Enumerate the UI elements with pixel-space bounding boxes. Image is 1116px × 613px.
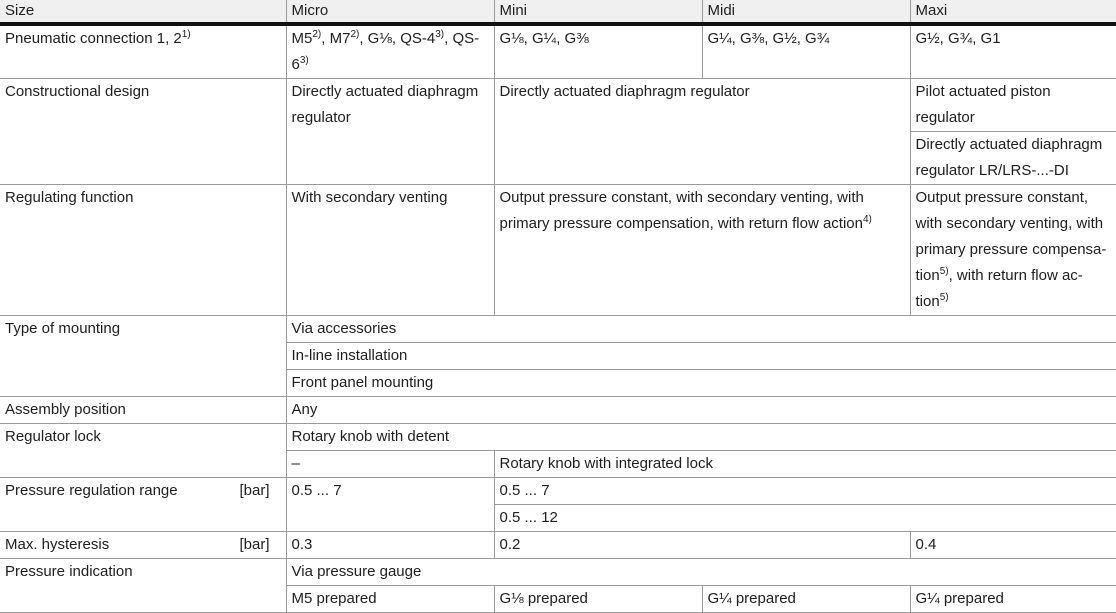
pneumatic-mini: G⅛, G¼, G⅜ xyxy=(494,24,702,79)
row-pressure-range xyxy=(0,478,1116,505)
row-pneumatic-connection xyxy=(0,24,1116,79)
indication-midi: G¼ prepared xyxy=(702,586,910,613)
lock-all: Rotary knob with detent xyxy=(286,424,1116,451)
hysteresis-micro: 0.3 xyxy=(286,532,494,559)
lock-rest: Rotary knob with integrated lock xyxy=(494,451,1116,478)
function-micro: With secondary venting xyxy=(286,185,494,316)
indication-all: Via pressure gauge xyxy=(286,559,1116,586)
footnote-ref: 1) xyxy=(181,29,191,40)
pneumatic-maxi: G½, G¾, G1 xyxy=(910,24,1116,79)
hysteresis-maxi: 0.4 xyxy=(910,532,1116,559)
pressure-range-micro: 0.5 ... 7 xyxy=(286,478,494,532)
pneumatic-midi: G¼, G⅜, G½, G¾ xyxy=(702,24,910,79)
indication-micro: M5 prepared xyxy=(286,586,494,613)
lock-micro: – xyxy=(286,451,494,478)
design-maxi-piston: Pilot actuated piston regulator xyxy=(910,79,1116,132)
pressure-range-12: 0.5 ... 12 xyxy=(494,505,1116,532)
row-pressure-indication xyxy=(0,559,1116,586)
label-pressure-indication: Pressure indication xyxy=(0,559,286,613)
row-constructional-design xyxy=(0,79,1116,132)
indication-maxi: G¼ prepared xyxy=(910,586,1116,613)
label-regulating-function: Regulating function xyxy=(0,185,286,316)
label-constructional-design: Constructional design xyxy=(0,79,286,185)
unit-bar: [bar] xyxy=(239,536,270,553)
design-micro: Directly actuated diaphragm regulator xyxy=(286,79,494,185)
indication-mini: G⅛ prepared xyxy=(494,586,702,613)
label-pressure-range: Pressure regulation range [bar] xyxy=(0,478,286,532)
row-regulating-function xyxy=(0,185,1116,316)
design-mini-midi: Directly actuated diaphragm regulator xyxy=(494,79,910,185)
row-type-of-mounting xyxy=(0,316,1116,343)
design-maxi-diaphragm: Directly actuated diaphragm regulator LR/LRS-...-DI xyxy=(910,132,1116,185)
mounting-front-panel: Front panel mounting xyxy=(286,370,1116,397)
header-mini: Mini xyxy=(494,0,702,24)
pressure-range-7: 0.5 ... 7 xyxy=(494,478,1116,505)
header-row xyxy=(0,0,1116,24)
hysteresis-mini-midi: 0.2 xyxy=(494,532,910,559)
header-micro: Micro xyxy=(286,0,494,24)
function-maxi: Output pressure constant, with secondary venting, with primary pressure compensa-tion$^{5)}$, with return flow ac-tion$^{5)}$ xyxy=(910,185,1116,316)
label-max-hysteresis: Max. hysteresis [bar] xyxy=(0,532,286,559)
label-type-of-mounting: Type of mounting xyxy=(0,316,286,397)
row-max-hysteresis xyxy=(0,532,1116,559)
row-assembly-position xyxy=(0,397,1116,424)
assembly-value: Any xyxy=(286,397,1116,424)
header-size: Size xyxy=(0,0,286,24)
row-regulator-lock xyxy=(0,424,1116,451)
label-pneumatic-connection: Pneumatic connection 1, 2$^{1)}$ xyxy=(0,24,286,79)
header-maxi: Maxi xyxy=(910,0,1116,24)
label-assembly-position: Assembly position xyxy=(0,397,286,424)
mounting-inline: In-line installation xyxy=(286,343,1116,370)
label-regulator-lock: Regulator lock xyxy=(0,424,286,478)
header-midi: Midi xyxy=(702,0,910,24)
pneumatic-micro: M5$^{2)}$, M7$^{2)}$, G⅛, QS-4$^{3)}$, QS-6$^{3)}$ xyxy=(286,24,494,79)
unit-bar: [bar] xyxy=(239,482,270,499)
mounting-accessories: Via accessories xyxy=(286,316,1116,343)
function-mini-midi: Output pressure constant, with secondary venting, with primary pressure compensation, with return flow action$^{4)}$ xyxy=(494,185,910,316)
